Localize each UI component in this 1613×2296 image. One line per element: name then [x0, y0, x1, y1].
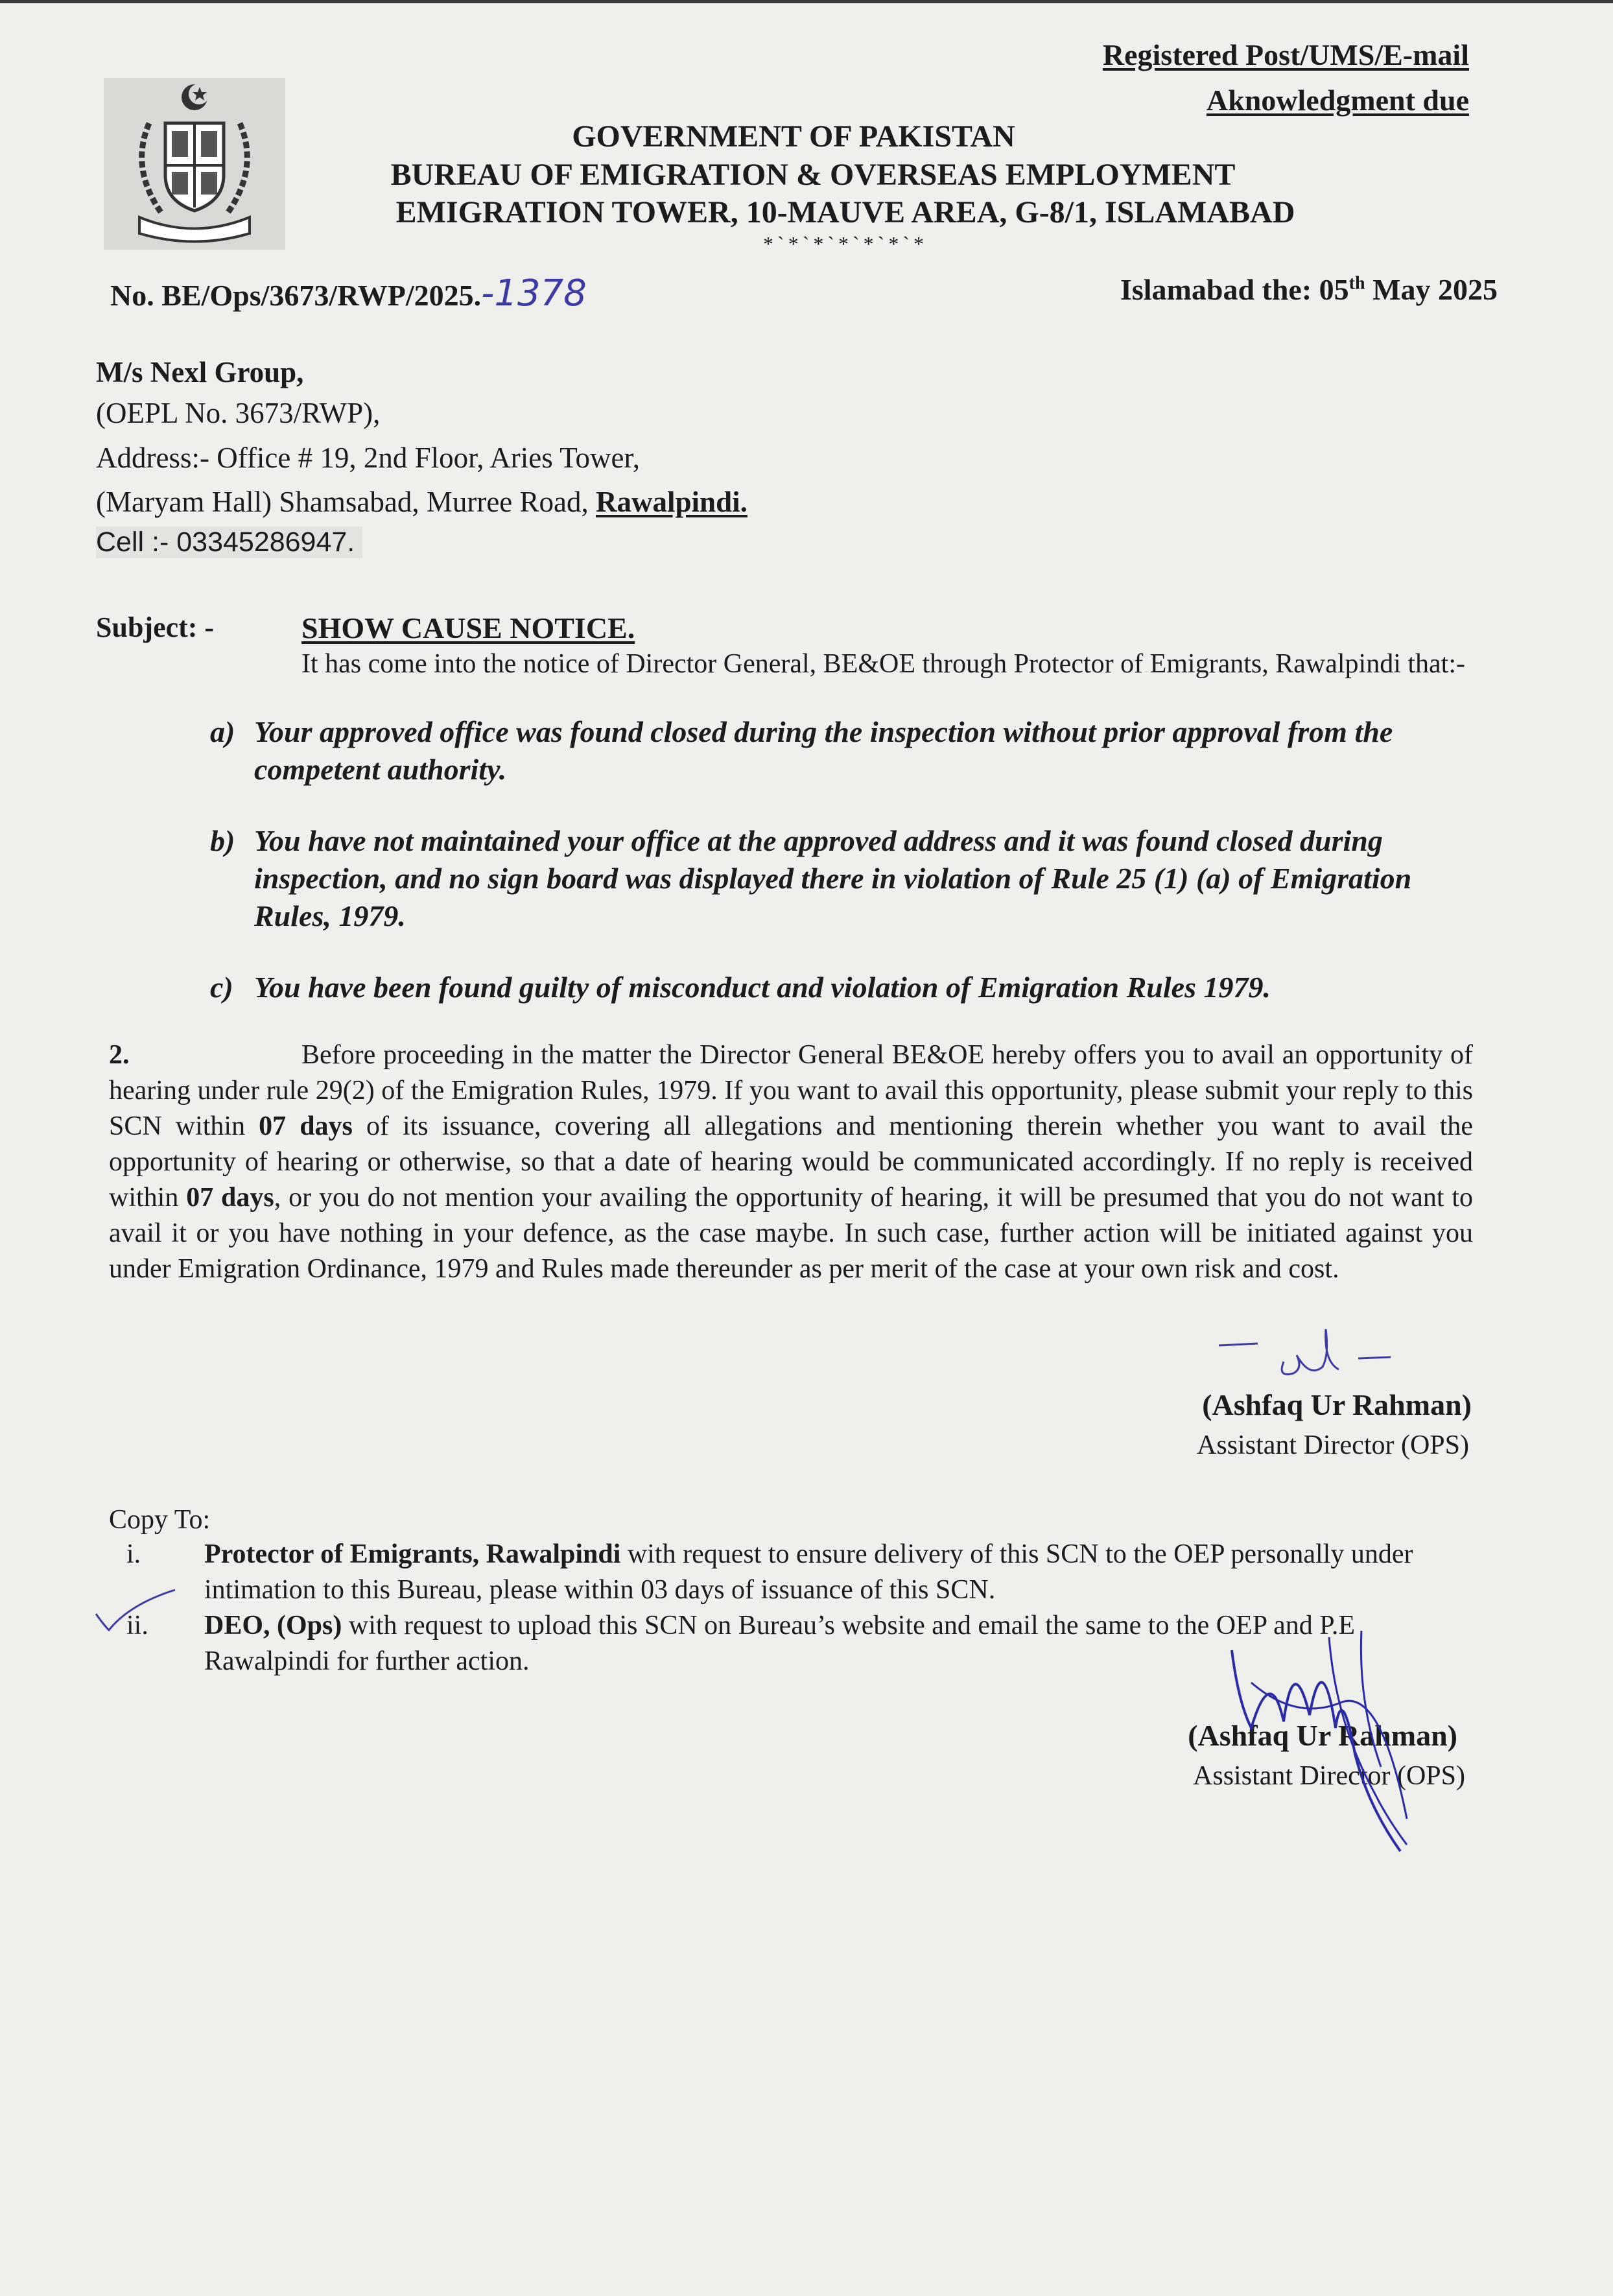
addressee-address-line1: Address:- Office # 19, 2nd Floor, Aries Tower,	[96, 442, 640, 474]
checkmark-icon	[91, 1585, 182, 1643]
intro-paragraph: It has come into the notice of Director General, BE&OE through Protector of Emigrants, Rawalpindi that:-	[301, 649, 1466, 679]
allegation-c-text: You have been found guilty of misconduct and violation of Emigration Rules 1979.	[254, 971, 1271, 1004]
signatory-title-2: Assistant Director (OPS)	[1193, 1761, 1465, 1791]
copy-to-item-1-text: with request to ensure delivery of this SCN to the OEP personally under intimation to this Bureau, please within 03 days of issuance of this SCN.	[204, 1539, 1413, 1605]
allegation-b-marker: b)	[210, 824, 235, 857]
addressee-address-line2	[96, 485, 748, 519]
allegation-a-text: Your approved office was found closed during the inspection without prior approval from the competent authority.	[254, 715, 1393, 786]
address-city: Rawalpindi.	[596, 486, 748, 518]
allegation-a-marker: a)	[210, 715, 235, 748]
allegation-b-text: You have not maintained your office at the approved address and it was found closed during inspection, and no sign board was displayed there in violation of Rule 25 (1) (a) of Emigration Rules, 1979.	[254, 824, 1412, 932]
subject-label: Subject: -	[96, 611, 215, 643]
allegation-b	[210, 822, 1476, 935]
date-ordinal: th	[1348, 273, 1365, 294]
scan-top-edge	[0, 0, 1613, 3]
addressee-cell: Cell :- 03345286947.	[96, 527, 362, 558]
header-separator: *`*`*`*`*`*`*	[763, 232, 928, 255]
addressee-license: (OEPL No. 3673/RWP),	[96, 397, 381, 429]
header-address: EMIGRATION TOWER, 10-MAUVE AREA, G-8/1, ISLAMABAD	[395, 195, 1295, 230]
delivery-mode: Registered Post/UMS/E-mail	[1102, 38, 1469, 71]
reference-number-text: No. BE/Ops/3673/RWP/2025.	[110, 279, 482, 312]
paragraph-2	[109, 1037, 1473, 1287]
addressee-name: M/s Nexl Group,	[96, 356, 304, 388]
reference-number	[110, 272, 587, 314]
copy-to-item-2-text: with request to upload this SCN on Bureau’s website and email the same to the OEP and P.E Rawalpindi for further action.	[204, 1611, 1356, 1676]
acknowledgment-note: Aknowledgment due	[1206, 84, 1469, 117]
signatory-title: Assistant Director (OPS)	[1197, 1430, 1469, 1460]
signatory-name: (Ashfaq Ur Rahman)	[1202, 1388, 1472, 1421]
copy-to-item-1-recipient: Protector of Emigrants, Rawalpindi	[204, 1539, 621, 1569]
date-prefix: Islamabad the: 05	[1120, 273, 1349, 306]
handwritten-dispatch-number: -1378	[481, 272, 587, 314]
reply-deadline-2: 07 days	[186, 1183, 274, 1213]
copy-to-item-2-recipient: DEO, (Ops)	[204, 1611, 342, 1640]
address-street: (Maryam Hall) Shamsabad, Murree Road,	[96, 486, 596, 518]
paragraph-2-part-b: of its issuance, covering all allegations and mentioning therein whether you want to avail the opportunity of hearing or otherwise, so that a date of hearing would be communicated accordingly. If no reply is received within	[109, 1111, 1473, 1213]
paragraph-2-number: 2.	[109, 1040, 130, 1070]
allegation-c-marker: c)	[210, 971, 233, 1004]
signatory-name-2: (Ashfaq Ur Rahman)	[1188, 1719, 1457, 1752]
copy-to-item-1-marker: i.	[126, 1539, 141, 1569]
letter-date	[1120, 272, 1498, 307]
subject-value: SHOW CAUSE NOTICE.	[301, 611, 635, 645]
reply-deadline-1: 07 days	[259, 1111, 353, 1141]
header-government: GOVERNMENT OF PAKISTAN	[572, 119, 1015, 154]
allegation-a	[210, 713, 1476, 788]
copy-to-label: Copy To:	[109, 1505, 211, 1535]
allegation-c	[210, 969, 1476, 1006]
copy-to-item-1	[126, 1537, 1475, 1608]
date-rest: May 2025	[1365, 273, 1498, 306]
copy-to-item-2-marker: ii.	[126, 1611, 148, 1640]
handwritten-signature	[1212, 1624, 1433, 1858]
header-bureau: BUREAU OF EMIGRATION & OVERSEAS EMPLOYMENT	[390, 158, 1236, 192]
paragraph-2-part-a: Before proceeding in the matter the Director General BE&OE hereby offers you to avail an opportunity of hearing under rule 29(2) of the Emigration Rules, 1979. If you want to avail this opportunity, please submit your reply to this SCN within	[109, 1040, 1473, 1141]
sd-signature-mark	[1212, 1316, 1407, 1388]
paragraph-2-part-c: , or you do not mention your availing the opportunity of hearing, it will be presumed that you do not want to avail it or you have nothing in your defence, as the case maybe. In such case, further action will be initiated against you under Emigration Ordinance, 1979 and Rules made thereunder as per merit of the case at your own risk and cost.	[109, 1183, 1474, 1284]
